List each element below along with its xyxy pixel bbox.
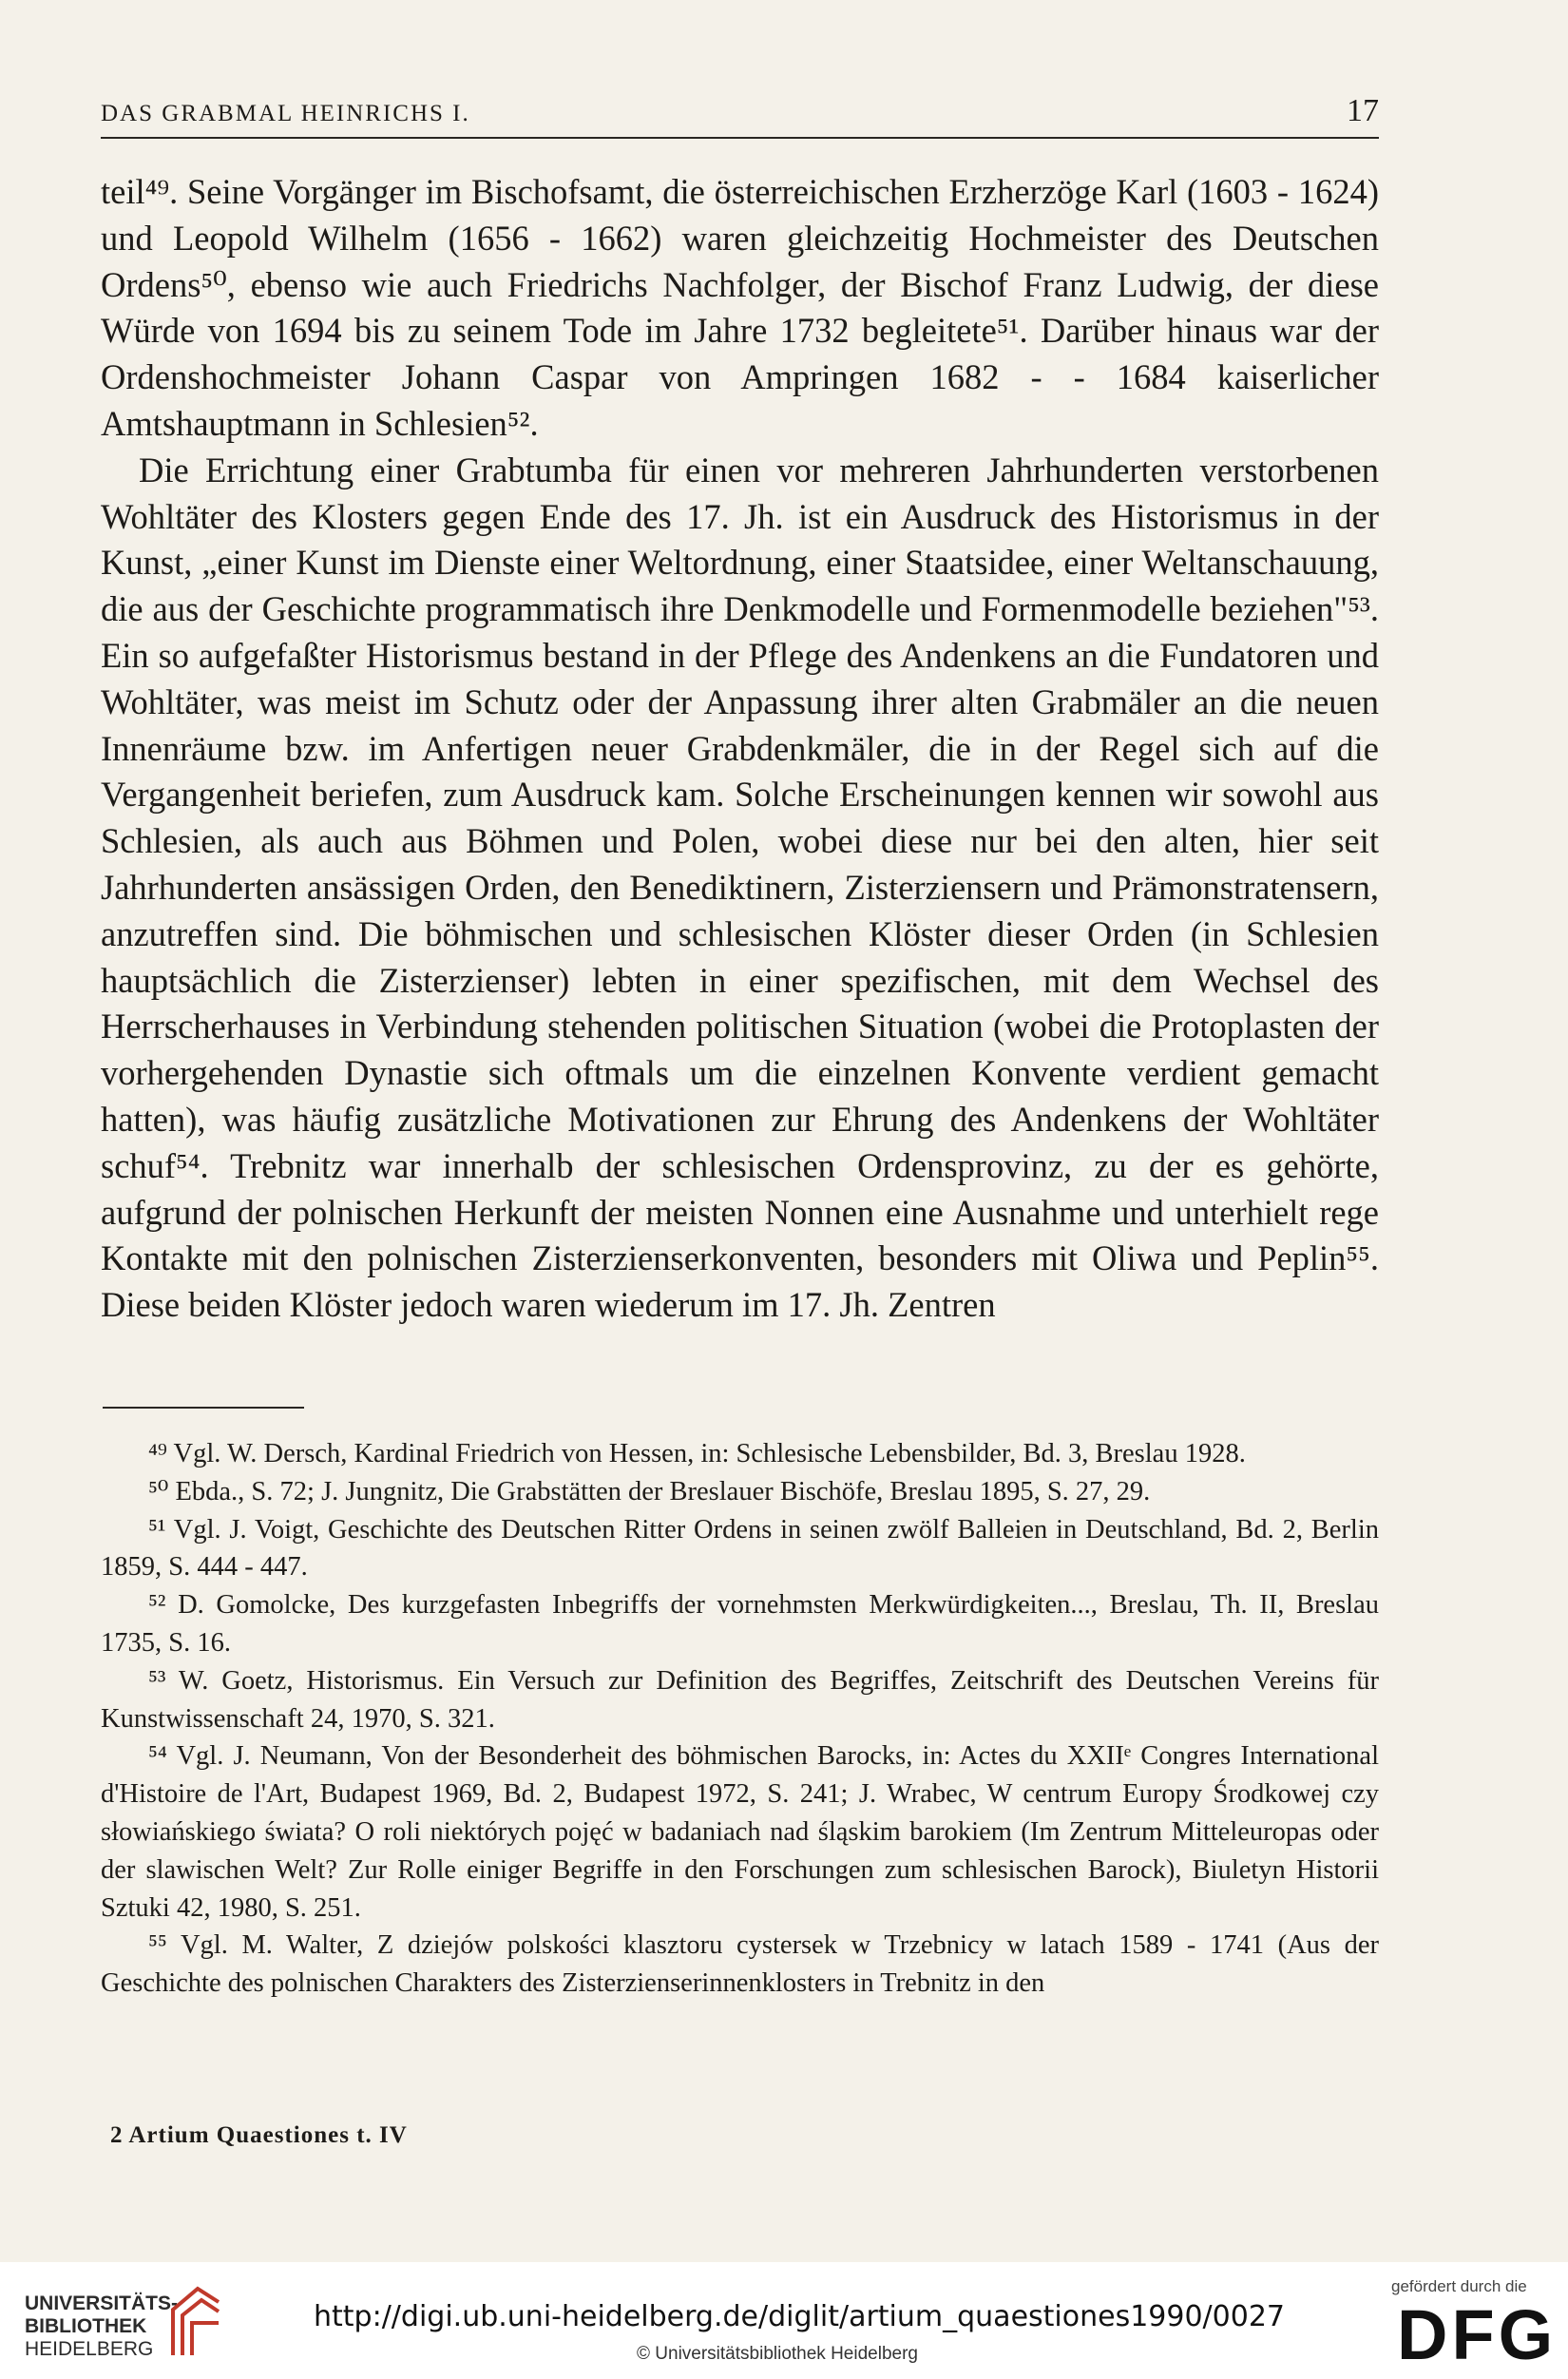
- paragraph-2: Die Errichtung einer Grabtumba für einen vor mehreren Jahrhunderten verstorbenen Wohltäter des Klosters gegen Ende des 17. Jh. ist ein Ausdruck des Historismus in der Kunst, „einer Kunst im Dienste einer Weltordnung, einer Staatsidee, einer Weltanschauung, die aus der Geschichte programmatisch ihre Denkmodelle und Formenmodelle beziehen"⁵³. Ein so aufgefaßter Historismus bestand in der Pflege des Andenkens an die Fundatoren und Wohltäter, was meist im Schutz oder der Anpassung ihrer alten Grabmäler an die neuen Innenräume bzw. im Anfertigen neuer Grabdenkmäler, die in der Regel sich auf die Vergangenheit beriefen, zum Ausdruck kam. Solche Erscheinungen kennen wir sowohl aus Schlesien, als auch aus Böhmen und Polen, wobei diese nur bei den alten, hier seit Jahrhunderten ansässigen Orden, den Benediktinern, Zisterziensern und Prämonstratensern, anzutreffen sind. Die böhmischen und schlesischen Klöster dieser Orden (in Schlesien hauptsächlich die Zisterzienser) lebten in einer spezifischen, mit dem Wechsel des Herrscherhauses in Verbindung stehenden politischen Situation (wobei die Protoplasten der vorhergehenden Dynastie sich oftmals um die einzelnen Konvente verdient gemacht hatten), was häufig zusätzliche Motivationen zur Ehrung des Andenkens der Wohltäter schuf⁵⁴. Trebnitz war innerhalb der schlesischen Ordensprovinz, zu der es gehörte, aufgrund der polnischen Herkunft der meisten Nonnen eine Ausnahme und unterhielt rege Kontakte mit den polnischen Zisterzienserkonventen, besonders mit Oliwa und Peplin⁵⁵. Diese beiden Klöster jedoch waren wiederum im 17. Jh. Zentren: [101, 450, 1379, 1325]
- library-line-2: BIBLIOTHEK: [25, 2315, 147, 2337]
- library-line-3: HEIDELBERG: [25, 2338, 154, 2360]
- footnote-55: ⁵⁵ Vgl. M. Walter, Z dziejów polskości klasztoru cystersek w Trzebnicy w latach 1589 - 1741 (Aus der Geschichte des polnischen Charakters des Zisterzienserinnenklosters in Trebnitz in den: [101, 1930, 1379, 1999]
- footnote-51: ⁵¹ Vgl. J. Voigt, Geschichte des Deutschen Ritter Ordens in seinen zwölf Balleien in Deutschland, Bd. 2, Berlin 1859, S. 444 - 447.: [101, 1514, 1379, 1583]
- running-title: DAS GRABMAL HEINRICHS I.: [101, 101, 470, 126]
- library-logo-text: [25, 2293, 178, 2361]
- footnote-53: ⁵³ W. Goetz, Historismus. Ein Versuch zur Definition des Begriffes, Zeitschrift des Deutschen Vereins für Kunstwissenschaft 24, 1970, S. 321.: [101, 1665, 1379, 1734]
- running-head: [101, 93, 1379, 139]
- footnote-50: ⁵⁰ Ebda., S. 72; J. Jungnitz, Die Grabstätten der Breslauer Bischöfe, Breslau 1895, S. 27, 29.: [148, 1476, 1151, 1506]
- footnote-52: ⁵² D. Gomolcke, Des kurzgefasten Inbegriffs der vornehmsten Merkwürdigkeiten..., Breslau, Th. II, Breslau 1735, S. 16.: [101, 1590, 1379, 1658]
- dfg-logo: DFG: [1397, 2295, 1558, 2374]
- footnotes: [101, 1435, 1379, 2003]
- page-number: 17: [1347, 93, 1379, 128]
- paragraph-1: teil⁴⁹. Seine Vorgänger im Bischofsamt, die österreichischen Erzherzöge Karl (1603 - 1624) und Leopold Wilhelm (1656 - 1662) waren gleichzeitig Hochmeister des Deutschen Ordens⁵⁰, ebenso wie auch Friedrichs Nachfolger, der Bischof Franz Ludwig, der diese Würde von 1694 bis zu seinem Tode im Jahre 1732 begleitete⁵¹. Darüber hinaus war der Ordenshochmeister Johann Caspar von Ampringen 1682 - - 1684 kaiserlicher Amtshauptmann in Schlesien⁵².: [101, 172, 1379, 443]
- footnote-54: ⁵⁴ Vgl. J. Neumann, Von der Besonderheit des böhmischen Barocks, in: Actes du XXIIᵉ Congres International d'Histoire de l'Art, Budapest 1969, Bd. 2, Budapest 1972, S. 241; J. Wrabec, W centrum Europy Środkowej czy słowiańskiego świata? O roli niektórych pojęć w badaniach nad śląskim barokiem (Im Zentrum Mitteleuropas oder der slawischen Welt? Zur Rolle einiger Begriffe in den Forschungen zum schlesischen Barock), Biuletyn Historii Sztuki 42, 1980, S. 251.: [101, 1741, 1379, 1923]
- footnote-separator: [103, 1407, 304, 1409]
- library-emblem-icon: [160, 2281, 232, 2361]
- footnote-49: ⁴⁹ Vgl. W. Dersch, Kardinal Friedrich von Hessen, in: Schlesische Lebensbilder, Bd. 3, Breslau 1928.: [148, 1439, 1246, 1468]
- library-line-1: UNIVERSITÄTS-: [25, 2293, 179, 2314]
- signature-line: 2 Artium Quaestiones t. IV: [110, 2122, 408, 2148]
- copyright-notice: © Universitätsbibliothek Heidelberg: [637, 2344, 918, 2364]
- funded-by-label: gefördert durch die: [1391, 2277, 1527, 2295]
- permalink-url[interactable]: http://digi.ub.uni-heidelberg.de/diglit/artium_quaestiones1990/0027: [314, 2300, 1286, 2333]
- main-text: [101, 169, 1379, 1329]
